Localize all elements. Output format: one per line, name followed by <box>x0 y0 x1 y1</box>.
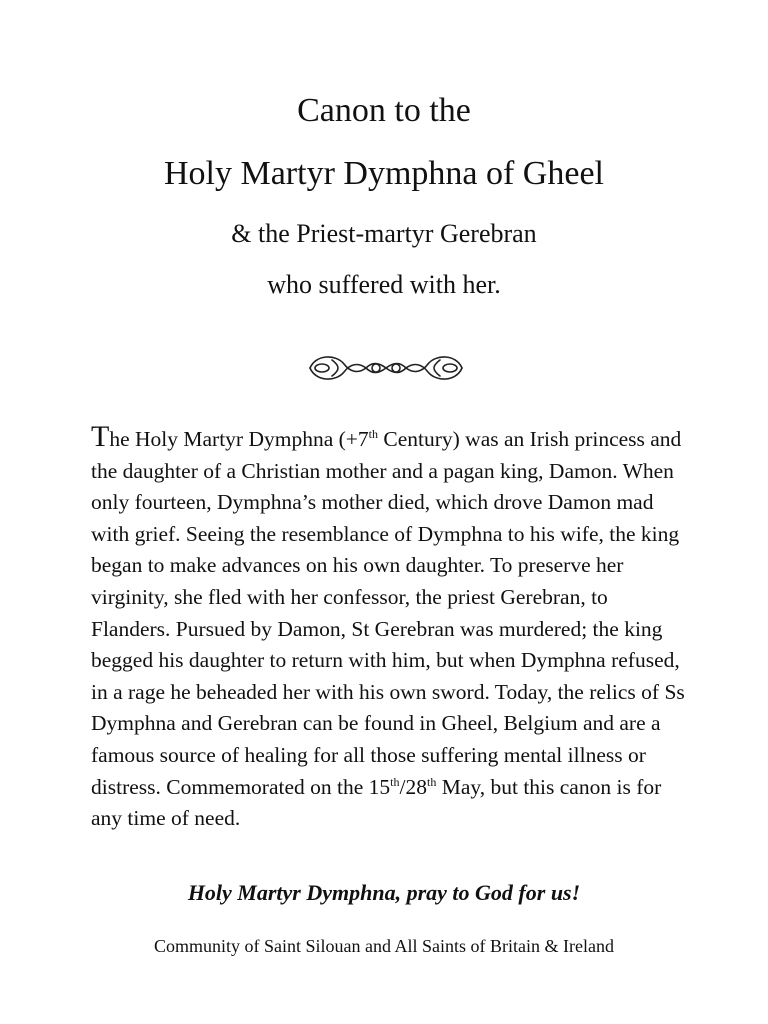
subtitle-line-2: who suffered with her. <box>267 270 501 299</box>
closing-prayer: Holy Martyr Dymphna, pray to God for us! <box>187 880 581 905</box>
superscript-th-1: th <box>368 427 378 441</box>
superscript-th-2: th <box>390 774 400 789</box>
body-text-part-1: he Holy Martyr Dymphna (+7 <box>109 427 369 451</box>
body-text-part-3: /28 <box>399 774 427 799</box>
body-text-part-2: Century) was an Irish princess and the daughter of a Christian mother and a pagan king, Damon. When only fourteen, Dymphna’s mother died, which drove Damon mad with grief. Seeing the resemblance of Dymphna to his wife, the king began to make advances on his own daughter. To preserve her virginity, she fled with her confessor, the priest Gerebran, to Flanders. Pursued by Damon, St Gerebran was murdered; the king begged his daughter to return with him, but when Dymphna refused, in a rage he beheaded her with his own sword. Today, the relics of Ss Dymphna and Gerebran can be found in Gheel, Belgium and are a famous source of healing for all those suffering mental illness or distress. Commemorated on the 15 <box>91 427 685 799</box>
body-paragraph <box>91 420 691 835</box>
body-text-part-4: May, but this canon is for any time of need. <box>91 774 662 831</box>
footer-community: Community of Saint Silouan and All Saints of Britain & Ireland <box>154 936 614 956</box>
title-line-2: Holy Martyr Dymphna of Gheel <box>163 155 604 192</box>
drop-cap: T <box>91 420 110 453</box>
title-line-1: Canon to the <box>297 92 471 129</box>
flourish-divider-icon <box>306 350 466 386</box>
subtitle-line-1: & the Priest-martyr Gerebran <box>231 219 537 248</box>
superscript-th-3: th <box>427 774 437 789</box>
